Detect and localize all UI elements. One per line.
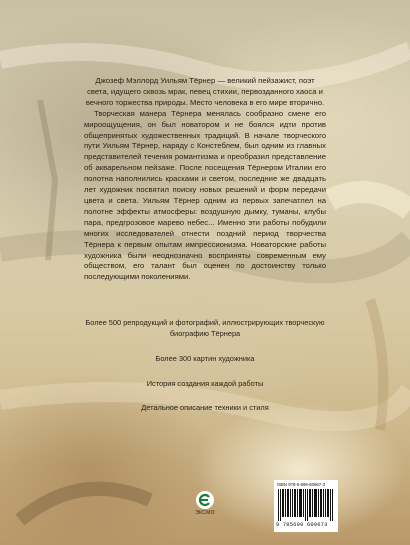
feature-item: Детальное описание техники и стиля (141, 403, 269, 412)
feature-item: Более 500 репродукций и фотографий, иллюстрирующих творческую биографию Тёрнера (85, 318, 325, 338)
intro-paragraph: Джозеф Мэллорд Уильям Тёрнер — великий пейзажист, поэт света, идущего сквозь мрак, певец стихии, первозданного хаоса и вечного торжества природы. Место человека в его мире вторично. (85, 76, 325, 107)
isbn-label: ISBN 978-5-699-60967-3 (277, 482, 326, 487)
barcode-number: 9 785699 609673 (276, 522, 328, 528)
features-list (84, 318, 326, 414)
barcode-bars (278, 489, 334, 521)
publisher-logo (192, 491, 218, 516)
barcode (274, 480, 338, 532)
feature-item: Более 300 картин художника (155, 354, 255, 363)
eksmo-logo-icon (196, 491, 214, 509)
body-paragraph: Творческая манера Тёрнера менялась сообразно смене его мироощущения, он был новатором и не боялся идти против общепринятых художественных традиций. В начале творческого пути Уильям Тёрнер, наряду с Констеблем, был одним из главных представителей течения романтизма и преобразил представление об акварельном пейзаже. После посещения Тёрнером Италии его полотна наполнились красками и светом, последние же двадцать лет художник посвятил поиску новых решений и форм передачи цвета и света. Уильям Тёрнер одним из первых запечатлел на полотне эффекты атмосферы: воздушную дымку, туманы, клубы пара, предгрозовое марево небес... Именно эти работы побудили многих исследователей отнести поздний период творчества Тёрнера к первым опытам импрессионизма. Новаторские работы художника были неоднозначно восприняты современным ему обществом, его талант был оценен по достоинству только последующими поколениями. (84, 108, 326, 282)
description-text (84, 76, 326, 283)
publisher-name: ЭКСМО (195, 510, 215, 516)
feature-item: История создания каждой работы (146, 378, 264, 388)
